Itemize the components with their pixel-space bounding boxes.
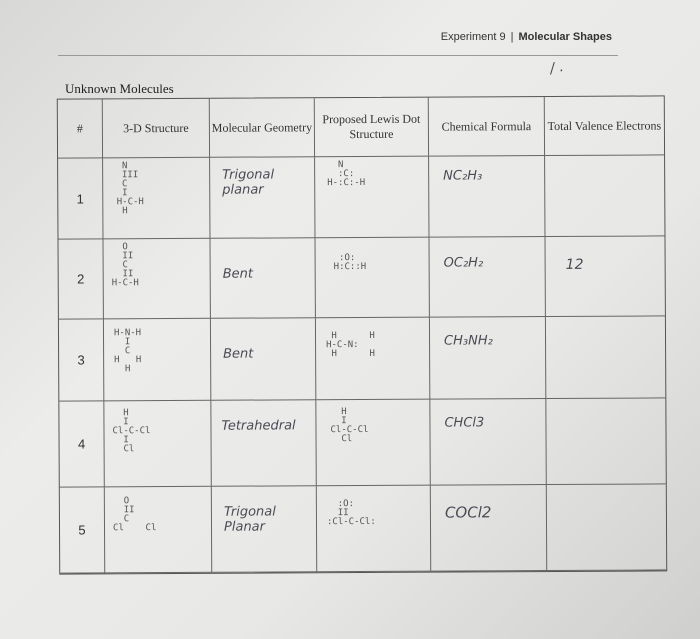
formula-cell (430, 317, 546, 400)
formula-text: NC₂H₃ (443, 168, 483, 184)
geometry-cell (212, 486, 317, 573)
row-number: 4 (59, 401, 104, 487)
col-header-lewis: Proposed Lewis Dot Structure (315, 98, 429, 158)
row-number: 2 (58, 239, 103, 319)
row-number: 3 (59, 319, 104, 401)
structure-cell (105, 487, 212, 574)
lewis-sketch: :O: H:C::H (333, 253, 367, 273)
col-header-number: # (58, 99, 103, 158)
lewis-cell (317, 486, 431, 573)
electrons-cell (545, 236, 664, 317)
geometry-text: Bent (222, 266, 253, 282)
structure-cell (104, 401, 211, 488)
formula-cell (430, 399, 546, 486)
geometry-text: Tetrahedral (221, 418, 296, 434)
structure-cell (103, 158, 210, 240)
molecules-table (57, 95, 667, 574)
lewis-cell (315, 238, 429, 319)
structure-sketch: H I Cl-C-Cl I Cl (112, 408, 151, 455)
header-separator: | (510, 31, 514, 43)
col-header-electrons: Total Valence Electrons (545, 96, 664, 156)
table-caption: Unknown Molecules (65, 81, 174, 96)
formula-text: COCl2 (444, 503, 492, 522)
formula-cell (431, 485, 547, 572)
electrons-cell (546, 398, 665, 485)
row-number: 1 (58, 158, 103, 239)
lewis-sketch: H I Cl-C-Cl Cl (330, 407, 369, 445)
row-number: 5 (60, 487, 105, 573)
structure-sketch: N III C I H-C-H H (111, 161, 144, 217)
electrons-cell (547, 484, 666, 571)
header-rule (58, 55, 618, 56)
geometry-text: Bent (223, 346, 254, 362)
formula-cell (429, 237, 545, 318)
electrons-cell (546, 316, 665, 399)
lewis-cell (316, 318, 430, 401)
geometry-text: Trigonal Planar (223, 504, 276, 535)
page-title: Molecular Shapes (518, 31, 612, 43)
electrons-cell (545, 155, 664, 237)
structure-cell (103, 239, 210, 320)
col-header-structure: 3-D Structure (103, 99, 210, 159)
formula-text: CH₃NH₂ (443, 333, 493, 349)
lewis-sketch: N :C: H-:C:-H (327, 160, 366, 189)
formula-cell (429, 156, 545, 238)
structure-sketch: O II C II H-C-H (111, 242, 139, 289)
structure-sketch: H-N-H I C H H H (113, 328, 142, 375)
page-header (441, 31, 612, 43)
geometry-cell (211, 400, 316, 487)
geometry-cell (210, 157, 315, 239)
formula-text: CHCl3 (444, 415, 485, 431)
col-header-geometry: Molecular Geometry (210, 98, 315, 158)
experiment-label: Experiment 9 (440, 31, 506, 43)
lewis-sketch: H H H-C-N: H H (325, 330, 375, 360)
electrons-text: 12 (565, 256, 584, 273)
geometry-text: Trigonal planar (222, 167, 275, 198)
structure-sketch: O II C Cl Cl (112, 496, 157, 534)
lewis-cell (316, 400, 430, 487)
lewis-cell (315, 157, 429, 239)
col-header-formula: Chemical Formula (429, 97, 545, 157)
margin-note: / . (548, 58, 565, 78)
structure-cell (104, 319, 211, 402)
formula-text: OC₂H₂ (443, 255, 484, 271)
lewis-sketch: :O: II :Cl-C-Cl: (326, 499, 376, 528)
geometry-cell (211, 318, 316, 401)
geometry-cell (210, 238, 315, 319)
